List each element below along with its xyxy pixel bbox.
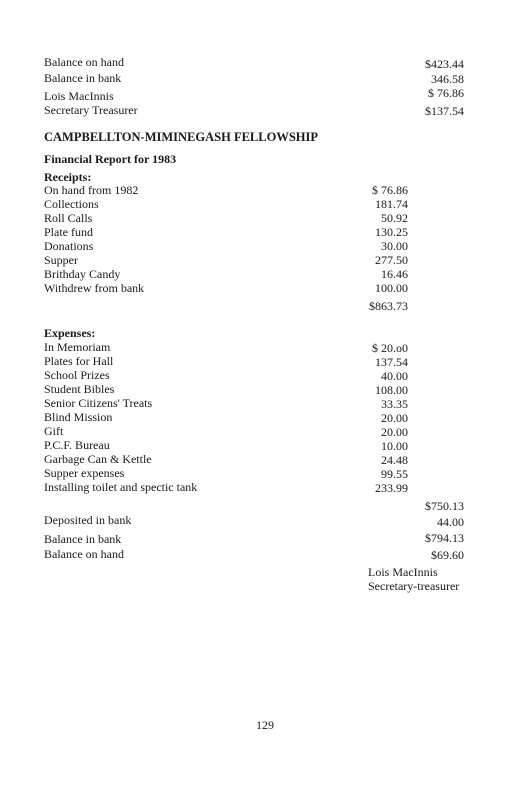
signature-name: Lois MacInnis [368,565,438,579]
receipt-label: Withdrew from bank [44,281,145,295]
expense-label: Senior Citizens' Treats [44,396,153,410]
expense-label: Garbage Can & Kettle [44,452,152,466]
signature-role: Secretary-treasurer [368,579,460,593]
expense-amount: 233.99 [375,481,408,495]
receipt-amount: $ 76.86 [372,183,408,197]
receipt-label: Plate fund [44,225,93,239]
summary-label: Deposited in bank [44,513,132,527]
report-subtitle: Financial Report for 1983 [44,152,177,166]
receipt-label: Donations [44,239,94,253]
expense-amount: 99.55 [381,467,408,481]
top-balance-amount: $ 76.86 [428,86,464,100]
expense-label: Gift [44,424,64,438]
expense-amount: $ 20.o0 [372,341,408,355]
summary-amount: $794.13 [425,531,464,545]
top-balance-amount: 346.58 [431,72,464,86]
expense-amount: 20.00 [381,411,408,425]
receipts-heading: Receipts: [44,170,92,184]
receipt-label: Roll Calls [44,211,93,225]
summary-amount: 44.00 [437,515,464,529]
receipt-amount: 50.92 [381,211,408,225]
top-balance-label: Secretary Treasurer [44,103,138,117]
receipt-amount: 277.50 [375,253,408,267]
expense-amount: 20.00 [381,425,408,439]
top-balance-amount: $137.54 [425,104,464,118]
top-balance-amount: $423.44 [425,57,464,71]
expense-amount: 40.00 [381,369,408,383]
receipt-label: On hand from 1982 [44,183,139,197]
receipt-label: Brithday Candy [44,267,121,281]
summary-label: Balance on hand [44,547,124,561]
expense-label: Installing toilet and spectic tank [44,480,198,494]
expense-amount: 24.48 [381,453,408,467]
expense-label: Blind Mission [44,410,113,424]
expense-label: P.C.F. Bureau [44,438,110,452]
expense-label: In Memoriam [44,340,111,354]
expense-amount: 137.54 [375,355,408,369]
summary-label: Balance in bank [44,532,122,546]
receipt-amount: 16.46 [381,267,408,281]
top-balance-label: Lois MacInnis [44,89,114,103]
expense-label: Student Bibles [44,382,115,396]
receipt-amount: 100.00 [375,281,408,295]
receipt-label: Collections [44,197,99,211]
expense-amount: 10.00 [381,439,408,453]
expense-amount: 33.35 [381,397,408,411]
top-balance-label: Balance in bank [44,71,122,85]
expenses-heading: Expenses: [44,326,96,340]
receipts-total: $863.73 [369,299,408,313]
expense-label: Supper expenses [44,466,125,480]
expense-label: Plates for Hall [44,354,114,368]
top-balance-label: Balance on hand [44,55,124,69]
expense-label: School Prizes [44,368,110,382]
receipt-amount: 130.25 [375,225,408,239]
receipt-label: Supper [44,253,78,267]
expense-amount: 108.00 [375,383,408,397]
page-number: 129 [256,718,274,732]
summary-amount: $69.60 [431,548,464,562]
page-title: CAMPBELLTON-MIMINEGASH FELLOWSHIP [44,130,318,144]
expenses-total: $750.13 [425,499,464,513]
receipt-amount: 181.74 [375,197,408,211]
receipt-amount: 30.00 [381,239,408,253]
